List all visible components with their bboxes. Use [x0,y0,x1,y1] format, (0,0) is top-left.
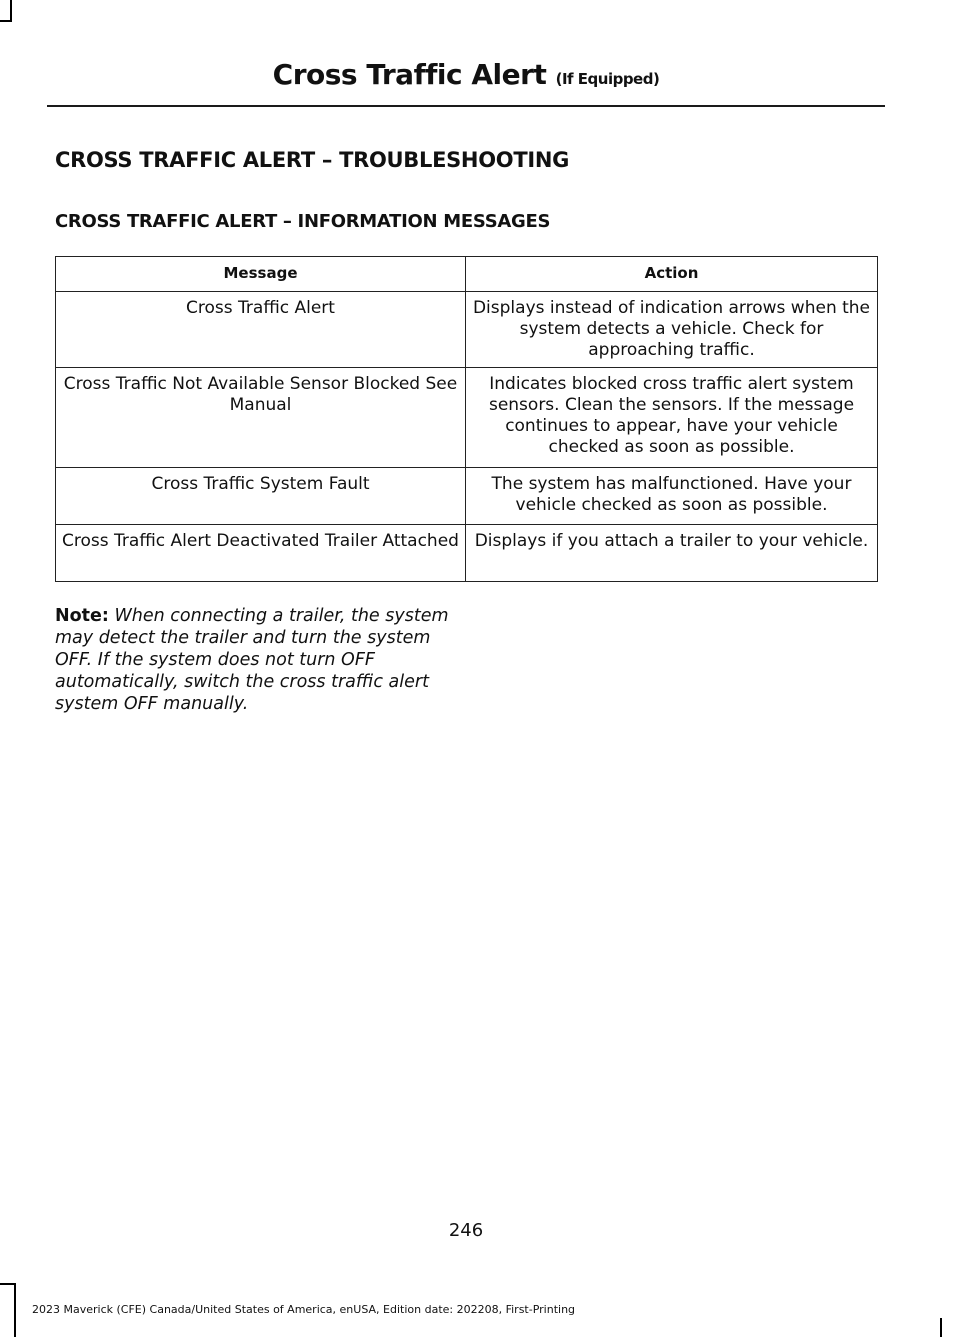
message-cell: Cross Traffic Not Available Sensor Blocked See Manual [56,368,466,468]
page-number: 246 [448,1220,484,1241]
table-header-row [56,257,878,292]
column-header-message: Message [56,257,466,292]
table-row [56,525,878,582]
footer-edition-info: 2023 Maverick (CFE) Canada/United States of America, enUSA, Edition date: 202208, First-Printing [32,1303,576,1316]
action-cell: Displays instead of indication arrows when the system detects a vehicle. Check for approaching traffic. [466,292,878,368]
subsection-title: CROSS TRAFFIC ALERT – INFORMATION MESSAGES [55,211,551,232]
header-divider [47,105,885,107]
table-row [56,468,878,525]
message-cell: Cross Traffic System Fault [56,468,466,525]
note-paragraph [55,605,455,715]
section-title: CROSS TRAFFIC ALERT – TROUBLESHOOTING [55,148,570,172]
header-subtitle: (If Equipped) [555,70,660,88]
message-cell: Cross Traffic Alert [56,292,466,368]
crop-mark [10,0,12,22]
crop-mark [0,20,12,22]
crop-mark [940,1318,942,1337]
table-row [56,368,878,468]
action-cell: The system has malfunctioned. Have your vehicle checked as soon as possible. [466,468,878,525]
action-cell: Displays if you attach a trailer to your vehicle. [466,525,878,582]
note-label: Note: [55,606,109,626]
column-header-action: Action [466,257,878,292]
information-messages-table [55,256,878,582]
message-cell: Cross Traffic Alert Deactivated Trailer Attached [56,525,466,582]
page-header [0,58,932,91]
table-row [56,292,878,368]
action-cell: Indicates blocked cross traffic alert system sensors. Clean the sensors. If the message continues to appear, have your vehicle checked as soon as possible. [466,368,878,468]
header-title: Cross Traffic Alert [272,58,547,91]
crop-mark [0,1283,16,1285]
note-text: When connecting a trailer, the system may detect the trailer and turn the system OFF. If the system does not turn OFF automatically, switch the cross traffic alert system OFF manually. [55,606,449,714]
crop-mark [14,1283,16,1337]
